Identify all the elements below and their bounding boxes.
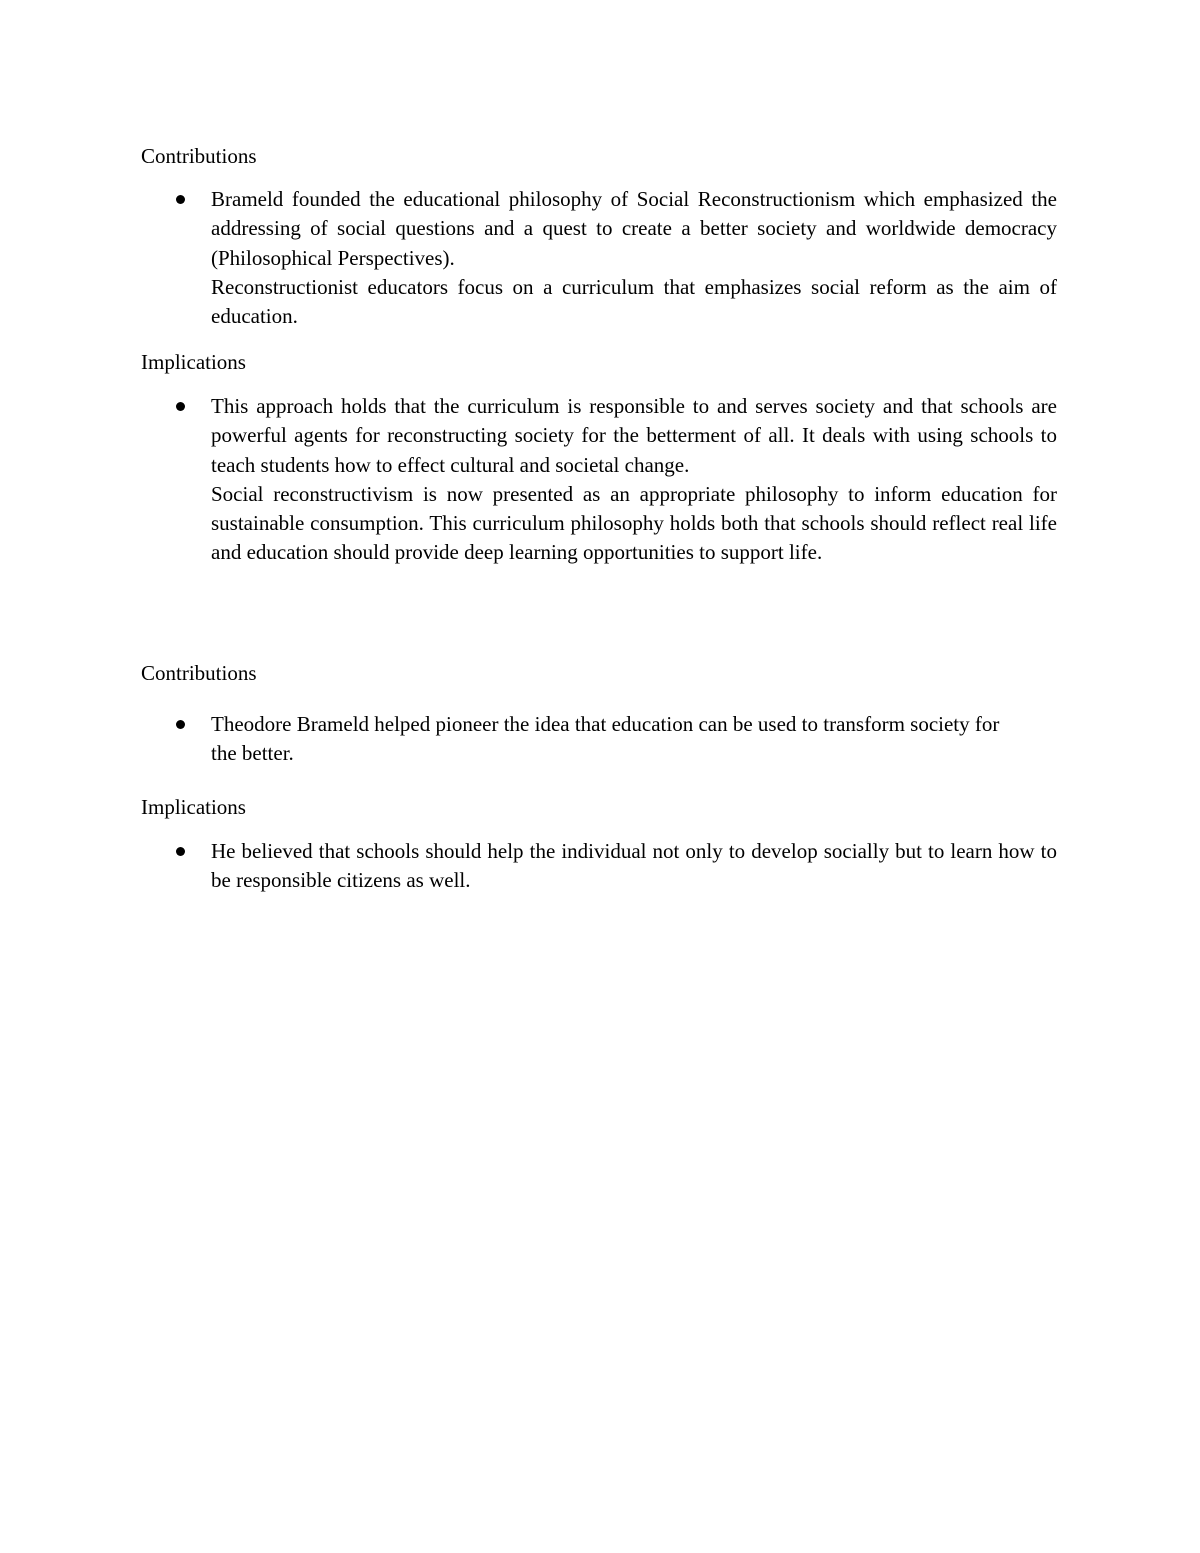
paragraph: This approach holds that the curriculum is responsible to and serves society and that schools are powerful agents for reconstructing society for the betterment of all. It deals with using schools to teach students how to effect cultural and societal change. — [211, 394, 1057, 477]
paragraph: Reconstructionist educators focus on a curriculum that emphasizes social reform as the aim of education. — [211, 274, 1057, 329]
list-item — [211, 185, 1057, 331]
bullet-icon — [176, 402, 185, 411]
paragraph: He believed that schools should help the individual not only to develop socially but to learn how to be responsible citizens as well. — [211, 839, 1057, 893]
list-item — [211, 710, 1011, 769]
bullet-icon — [176, 720, 185, 729]
paragraph: Brameld founded the educational philosophy of Social Reconstructionism which emphasized the addressing of social questions and a quest to create a better society and worldwide democracy (Philosophical Perspectives). — [211, 187, 1057, 270]
list-item — [211, 392, 1057, 568]
list-item — [211, 837, 1057, 896]
bullet-icon — [176, 847, 185, 856]
paragraph: Theodore Brameld helped pioneer the idea that education can be used to transform society for the better. — [211, 712, 1000, 766]
section-heading-implications: Implications — [141, 795, 246, 819]
section-heading-contributions: Contributions — [141, 144, 257, 168]
section-heading-implications: Implications — [141, 350, 246, 374]
bullet-icon — [176, 195, 185, 204]
section-heading-contributions: Contributions — [141, 661, 257, 685]
paragraph: Social reconstructivism is now presented as an appropriate philosophy to inform education for sustainable consumption. This curriculum philosophy holds both that schools should reflect real life and education should provide deep learning opportunities to support life. — [211, 481, 1057, 565]
